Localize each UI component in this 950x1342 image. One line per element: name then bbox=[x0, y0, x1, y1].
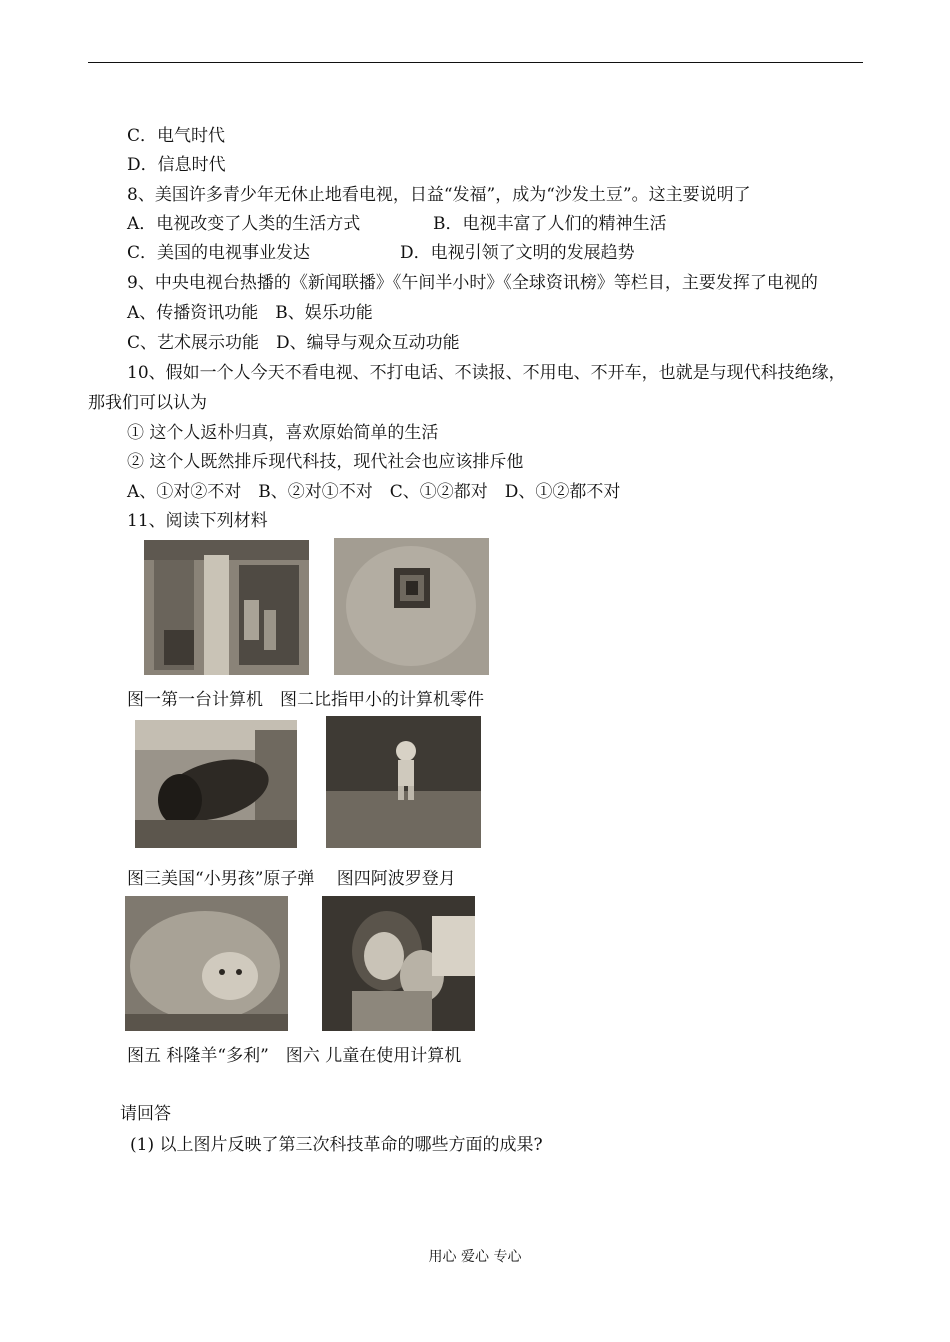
option-c-electric-age: C．电气时代 bbox=[127, 126, 226, 146]
q8-option-d: D．电视引领了文明的发展趋势 bbox=[400, 243, 635, 263]
q8-option-b: B．电视丰富了人们的精神生活 bbox=[433, 214, 667, 234]
q10-statement-2: ② 这个人既然排斥现代科技，现代社会也应该排斥他 bbox=[127, 452, 524, 472]
q10-statement-1: ① 这个人返朴归真，喜欢原始简单的生活 bbox=[127, 423, 439, 443]
page-footer: 用心 爱心 专心 bbox=[428, 1249, 522, 1265]
photo-little-boy-bomb bbox=[135, 720, 297, 848]
caption-fig3-fig4: 图三美国“小男孩”原子弹 图四阿波罗登月 bbox=[127, 869, 456, 889]
photo-first-computer bbox=[144, 540, 309, 675]
q8-option-c: C．美国的电视事业发达 bbox=[127, 243, 311, 263]
q8-option-a: A．电视改变了人类的生活方式 bbox=[127, 214, 361, 234]
header-rule bbox=[88, 62, 863, 63]
question-8: 8、美国许多青少年无休止地看电视，日益“发福”，成为“沙发土豆”。这主要说明了 bbox=[127, 185, 751, 205]
sub-question-1: (1) 以上图片反映了第三次科技革命的哪些方面的成果? bbox=[130, 1135, 543, 1155]
photo-dolly-sheep bbox=[125, 896, 288, 1031]
question-9: 9、中央电视台热播的《新闻联播》《午间半小时》《全球资讯榜》等栏目，主要发挥了电视的 bbox=[127, 273, 818, 293]
photo-children-computer bbox=[322, 896, 475, 1031]
please-answer: 请回答 bbox=[120, 1104, 171, 1124]
photo-computer-chip bbox=[334, 538, 489, 675]
question-10: 10、假如一个人今天不看电视、不打电话、不读报、不用电、不开车，也就是与现代科技绝缘， bbox=[127, 363, 846, 383]
option-d-information-age: D．信息时代 bbox=[127, 155, 226, 175]
q10-options: A、①对②不对 B、②对①不对 C、①②都对 D、①②都不对 bbox=[127, 482, 621, 502]
question-11: 11、阅读下列材料 bbox=[127, 511, 268, 531]
q9-options-ab: A、传播资讯功能 B、娱乐功能 bbox=[127, 303, 373, 323]
photo-apollo-moon-landing bbox=[326, 716, 481, 848]
caption-fig5-fig6: 图五 科隆羊“多利” 图六 儿童在使用计算机 bbox=[127, 1046, 462, 1066]
question-10-cont: 那我们可以认为 bbox=[88, 393, 207, 413]
caption-fig1-fig2: 图一第一台计算机 图二比指甲小的计算机零件 bbox=[127, 690, 484, 710]
q9-options-cd: C、艺术展示功能 D、编导与观众互动功能 bbox=[127, 333, 460, 353]
